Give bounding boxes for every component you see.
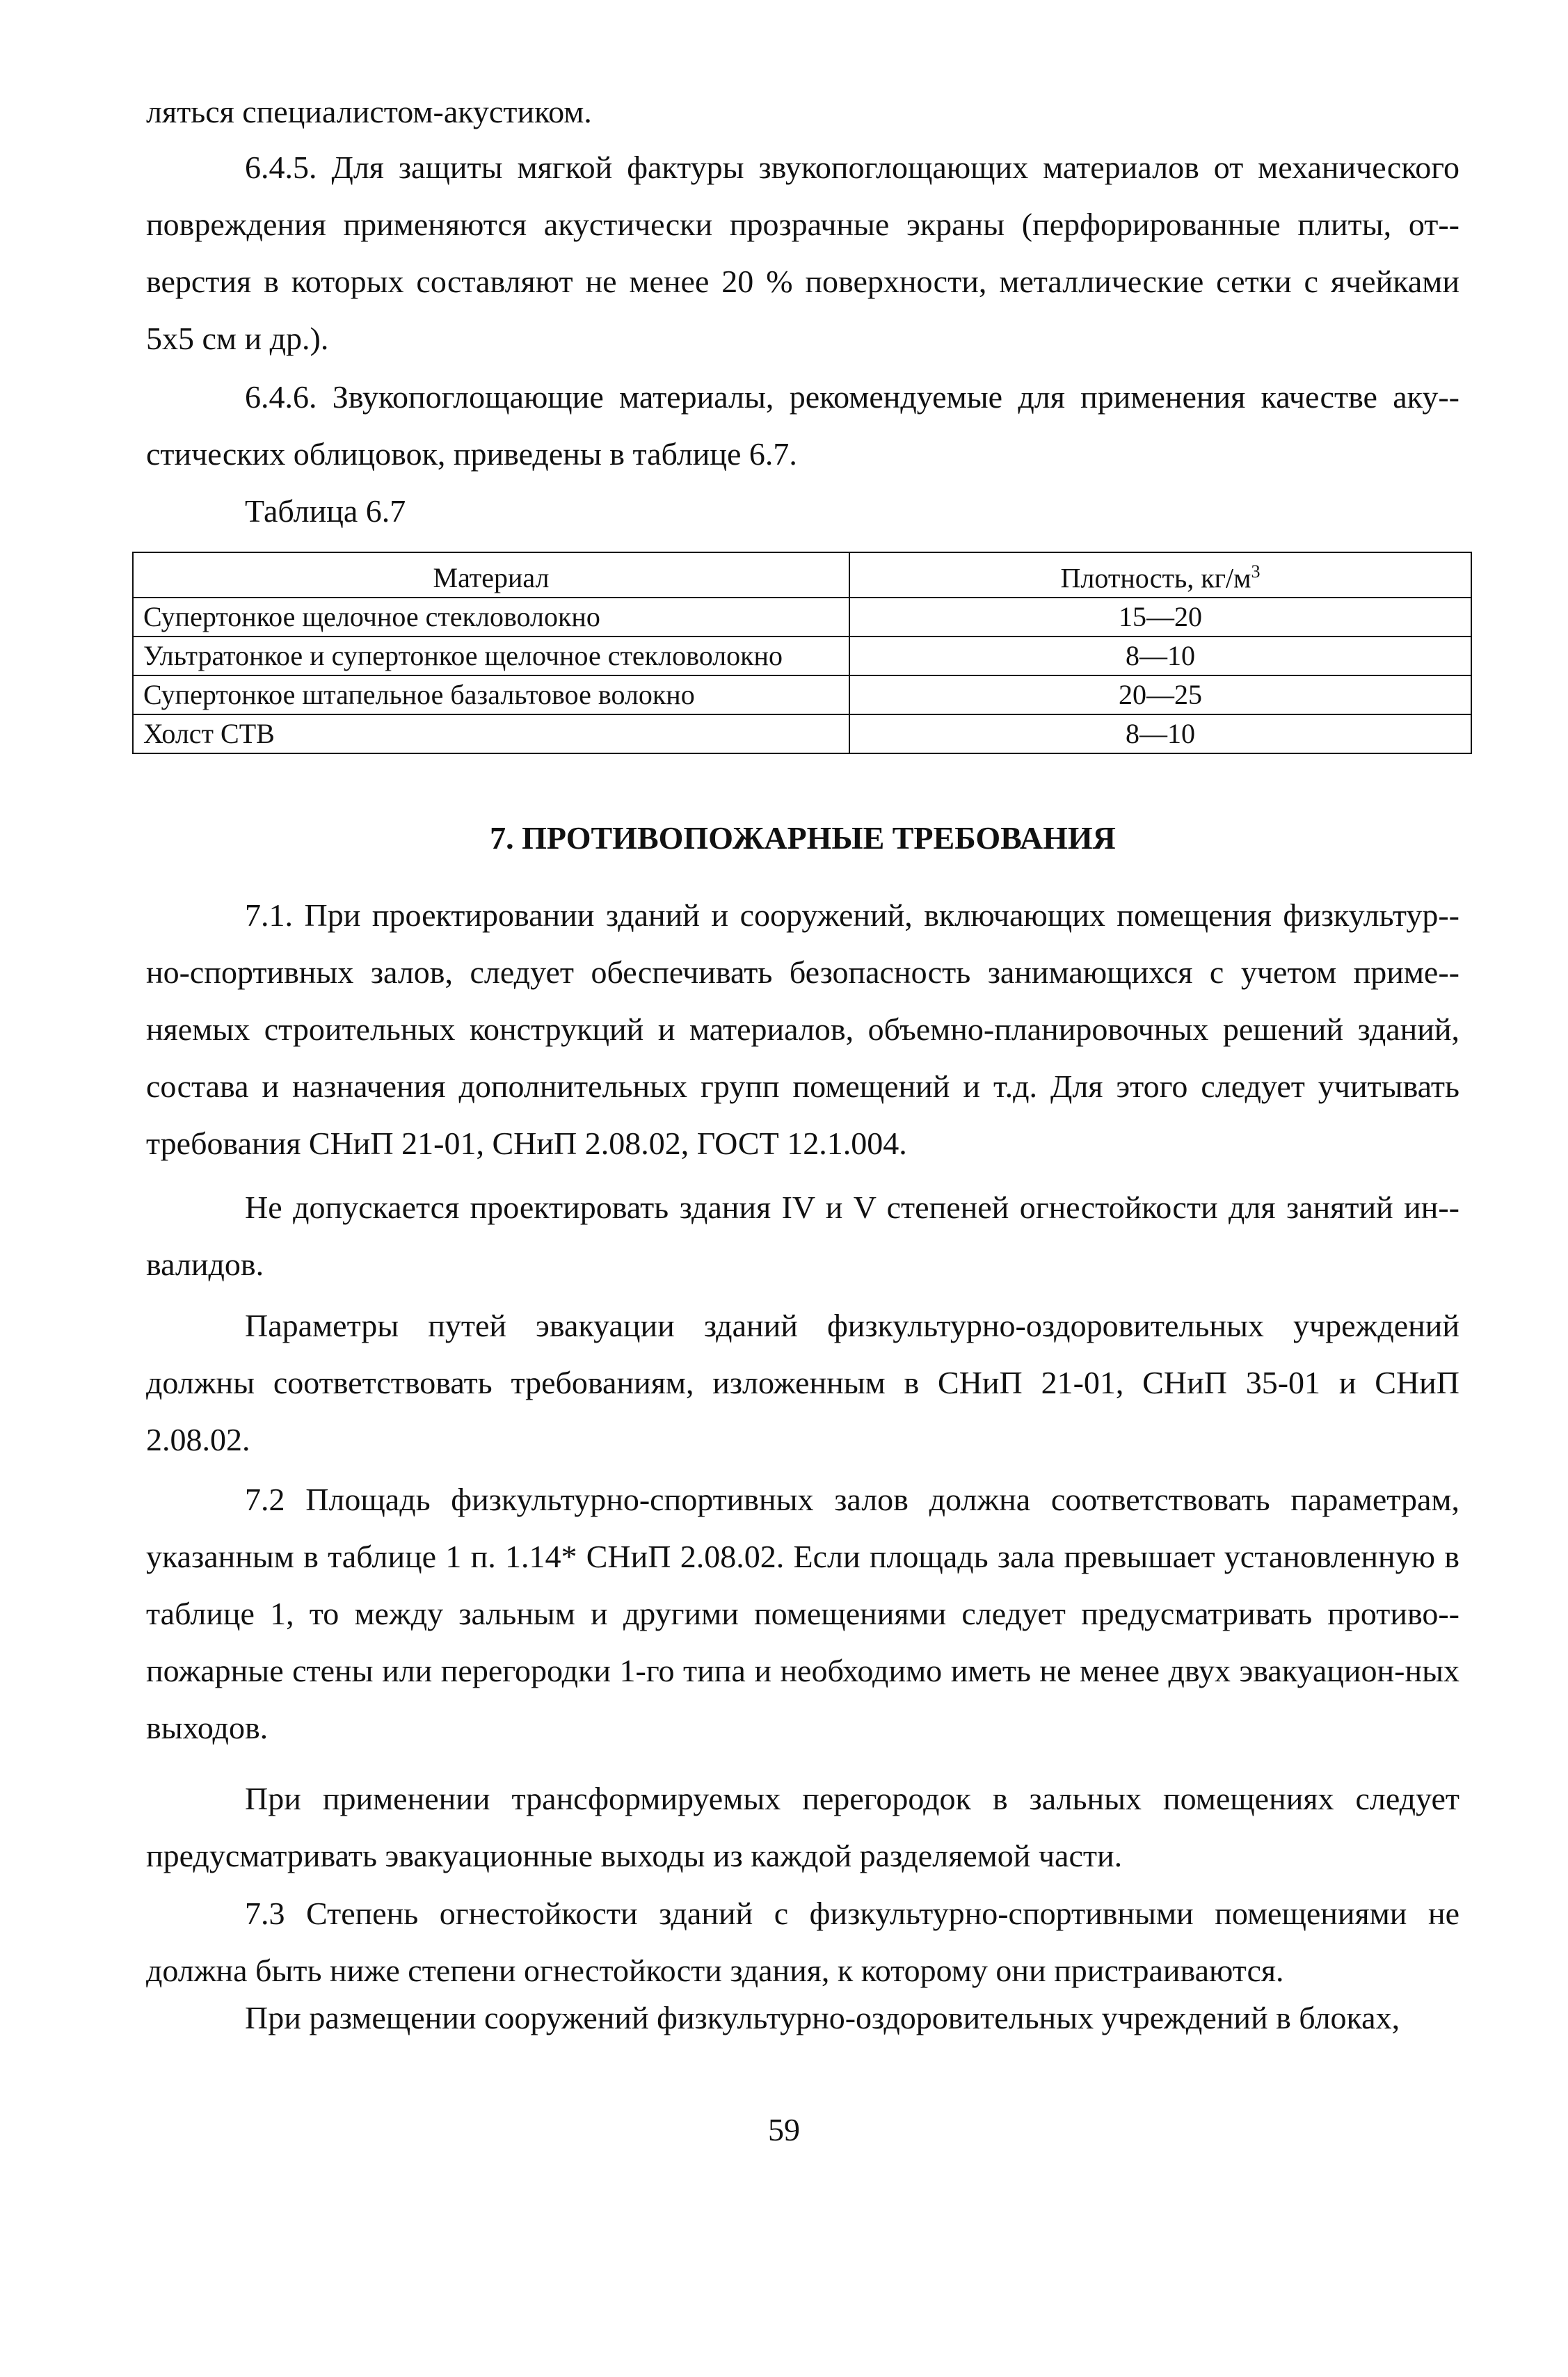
table-row [133, 714, 1471, 753]
header-density-label: Плотность, кг/м [1060, 562, 1251, 594]
page-number: 59 [768, 2112, 800, 2147]
paragraph-6-4-6: 6.4.6. Звукопоглощающие материалы, рекомендуемые для применения качестве аку-стических облицовок, приведены в таблице 6.7. [146, 379, 1459, 472]
table-header-row [133, 552, 1471, 598]
cell-material: Холст СТВ [133, 714, 849, 753]
table-row [133, 637, 1471, 675]
section-heading: 7. ПРОТИВОПОЖАРНЫЕ ТРЕБОВАНИЯ [490, 820, 1116, 856]
cell-density: 15—20 [849, 598, 1471, 637]
table-row [133, 598, 1471, 637]
header-density-exponent: 3 [1251, 561, 1261, 582]
cell-density: 8—10 [849, 714, 1471, 753]
cell-material: Ультратонкое и супертонкое щелочное стекловолокно [133, 637, 849, 675]
paragraph-partitions: При применении трансформируемых перегородок в зальных помещениях следует предусматривать эвакуационные выходы из каждой разделяемой части. [146, 1781, 1459, 1873]
paragraph-evacuation: Параметры путей эвакуации зданий физкультурно-оздоровительных учреждений должны соответствовать требованиям, изложенным в СНиП 21-01, СНиП 35-01 и СНиП 2.08.02. [146, 1308, 1459, 1457]
cell-density: 8—10 [849, 637, 1471, 675]
paragraph-6-4-5: 6.4.5. Для защиты мягкой фактуры звукопоглощающих материалов от механического повреждения применяются акустически прозрачные экраны (перфорированные плиты, от-верстия в которых составляют не менее 20 % поверхности, металлические сетки с ячейками 5х5 см и др.). [146, 150, 1459, 356]
cell-density: 20—25 [849, 675, 1471, 714]
header-material: Материал [133, 552, 849, 598]
paragraph-continuation: ляться специалистом-акустиком. [146, 94, 592, 129]
paragraph-blocks: При размещении сооружений физкультурно-оздоровительных учреждений в блоках, [245, 2000, 1400, 2035]
paragraph-fire-resistance: Не допускается проектировать здания IV и V степеней огнестойкости для занятий ин-валидов. [146, 1190, 1459, 1282]
cell-material: Супертонкое штапельное базальтовое волокно [133, 675, 849, 714]
table-row [133, 675, 1471, 714]
paragraph-7-1: 7.1. При проектировании зданий и сооружений, включающих помещения физкультур-но-спортивных залов, следует обеспечивать безопасность занимающихся с учетом приме-няемых строительных конструкций и материалов, объемно-планировочных решений зданий, состава и назначения дополнительных групп помещений и т.д. Для этого следует учитывать требования СНиП 21-01, СНиП 2.08.02, ГОСТ 12.1.004. [146, 897, 1459, 1161]
header-density [849, 552, 1471, 598]
paragraph-7-3: 7.3 Степень огнестойкости зданий с физкультурно-спортивными помещениями не должна быть ниже степени огнестойкости здания, к которому они пристраиваются. [146, 1896, 1459, 1988]
table-caption: Таблица 6.7 [245, 493, 406, 529]
cell-material: Супертонкое щелочное стекловолокно [133, 598, 849, 637]
materials-table [132, 552, 1472, 754]
paragraph-7-2: 7.2 Площадь физкультурно-спортивных залов должна соответствовать параметрам, указанным в таблице 1 п. 1.14* СНиП 2.08.02. Если площадь зала превышает установленную в таблице 1, то между зальным и другими помещениями следует предусматривать противо-пожарные стены или перегородки 1-го типа и необходимо иметь не менее двух эвакуацион-ных выходов. [146, 1482, 1459, 1745]
